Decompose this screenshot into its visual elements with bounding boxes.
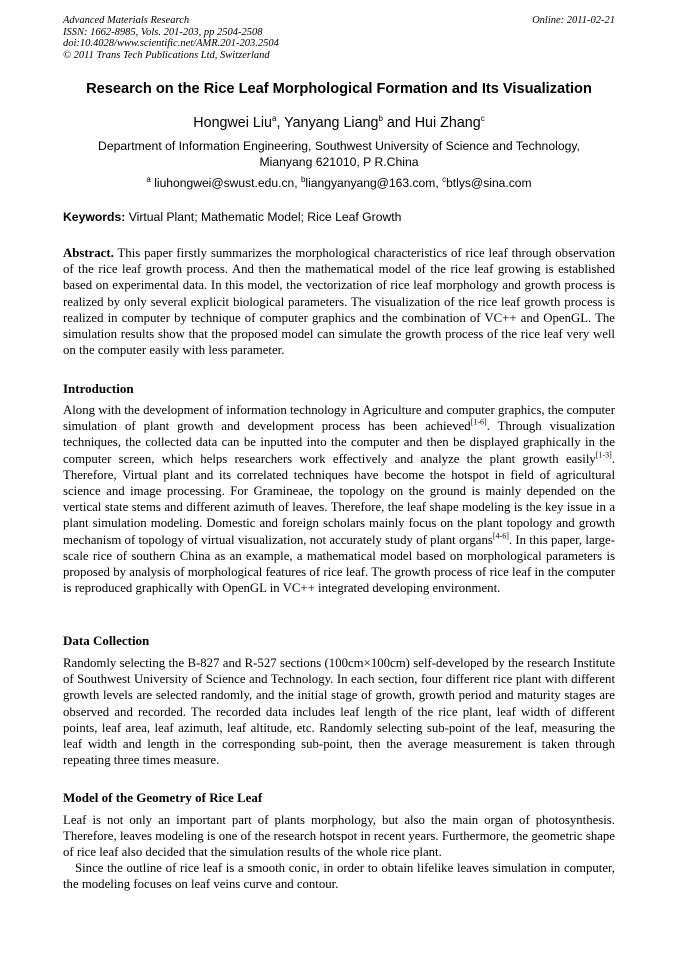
- email-1: liuhongwei@swust.edu.cn,: [150, 176, 301, 191]
- intro-text: . Therefore, Virtual plant and its correlated techniques have become the hotspot in field of agricultural science and image processing. For Gramineae, the topology on the ground is mainly depended on the vertical state stems and different azimuth of leaves. Therefore, the leaf shape modeling is the key issue in a plant simulation modeling. Domestic and foreign scholars mainly focus on the plant topology and growth mechanism of topology of virtual visualization, not accurately study of plant organs: [63, 451, 615, 547]
- abstract: [63, 245, 615, 358]
- journal-header: [63, 15, 615, 61]
- section-heading-data-collection: Data Collection: [63, 633, 150, 648]
- author-2: Yanyang Liang: [284, 114, 379, 131]
- intro-text: . In this paper, large-scale rice of southern China as an example, a mathematical model based on morphological parameters is proposed by analysis of morphological features of rice leaf. The growth process of rice leaf in the computer is reproduced graphically with OpenGL in VC++ integrated developing environment.: [63, 532, 615, 596]
- author-1: Hongwei Liu: [193, 114, 272, 131]
- doi-line: doi:10.4028/www.scientific.net/AMR.201-203.2504: [63, 38, 279, 50]
- issn-line: ISSN: 1662-8985, Vols. 201-203, pp 2504-2508: [63, 26, 263, 38]
- copyright-line: © 2011 Trans Tech Publications Ltd, Switzerland: [63, 49, 270, 61]
- abstract-label: Abstract.: [63, 246, 114, 260]
- model-paragraph-1: Leaf is not only an important part of plants morphology, but also the main organ of photosynthesis. Therefore, leaves modeling is one of the research hotspot in recent years. Furthermore, the geometric shape of rice leaf also decided that the simulation results of the whole rice plant.: [63, 813, 615, 860]
- keywords: [63, 210, 615, 224]
- author-separator: and: [382, 114, 415, 131]
- author-3-affil: c: [480, 114, 485, 123]
- paper-title: Research on the Rice Leaf Morphological Formation and Its Visualization: [86, 81, 592, 97]
- author-separator: ,: [276, 114, 285, 131]
- citation: [1-3]: [595, 450, 612, 460]
- citation: [1-6]: [470, 417, 487, 427]
- email-1-affil: a: [146, 175, 151, 184]
- citation: [4-6]: [492, 531, 509, 541]
- section-heading-model: Model of the Geometry of Rice Leaf: [63, 790, 263, 805]
- email-2-affil: b: [300, 175, 306, 184]
- section-heading-introduction: Introduction: [63, 381, 134, 396]
- affiliation: [0, 138, 678, 170]
- author-2-affil: b: [378, 114, 383, 123]
- online-date: Online: 2011-02-21: [532, 15, 615, 26]
- introduction-paragraph: [63, 402, 615, 596]
- affiliation-line-1: Department of Information Engineering, Southwest University of Science and Technology,: [98, 139, 580, 153]
- data-collection-paragraph: Randomly selecting the B-827 and R-527 sections (100cm×100cm) self-developed by the research Institute of Southwest University of Science and Technology. In each section, four different rice plant with different growth levels are selected randomly, and the initial stage of growth, growth period and maturity stages are observed and recorded. The recorded data includes leaf length of the rice plant, leaf width of different points, leaf area, leaf azimuth, leaf altitude, etc. Randomly selecting sub-point of the leaf, measuring the leaf width and length in the corresponding sub-point, then the average measurement is taken through repeating three times measure.: [63, 656, 615, 768]
- intro-text: Along with the development of information technology in Agriculture and computer graphics, the computer simulation of plant growth and development process has been achieved: [63, 403, 615, 434]
- author-1-affil: a: [271, 114, 277, 123]
- affiliation-line-2: Mianyang 621010, P R.China: [259, 155, 419, 169]
- author-3: Hui Zhang: [414, 114, 481, 131]
- abstract-text: This paper firstly summarizes the morphological characteristics of rice leaf through observation of the rice leaf growth process. And then the mathematical model of the rice leaf growing is established based on experimental data. In this model, the vectorization of rice leaf morphology and growth process is realized by only several explicit biological parameters. The visualization of the rice leaf growth process is realized in computer by technique of computer graphics and the combination of VC++ and OpenGL. The simulation results show that the proposed model can simulate the growth process of the rice leaf very well on the computer easily with less parameter.: [63, 246, 615, 358]
- keywords-label: Keywords:: [63, 210, 126, 224]
- author-list: [0, 114, 678, 131]
- email-3-affil: c: [442, 175, 447, 184]
- author-emails: [0, 175, 678, 190]
- journal-name: Advanced Materials Research: [63, 15, 190, 26]
- model-paragraph-2: Since the outline of rice leaf is a smooth conic, in order to obtain lifelike leaves simulation in computer, the modeling focuses on leaf veins curve and contour.: [63, 861, 615, 892]
- email-3: btlys@sina.com: [446, 176, 532, 191]
- intro-text: . Through visualization techniques, the collected data can be inputted into the computer and then be displayed graphically in the computer screen, which helps researchers work effectively and analyze the plant growth easily: [63, 419, 616, 466]
- email-2: liangyanyang@163.com,: [305, 176, 443, 191]
- keywords-text: Virtual Plant; Mathematic Model; Rice Leaf Growth: [125, 210, 402, 224]
